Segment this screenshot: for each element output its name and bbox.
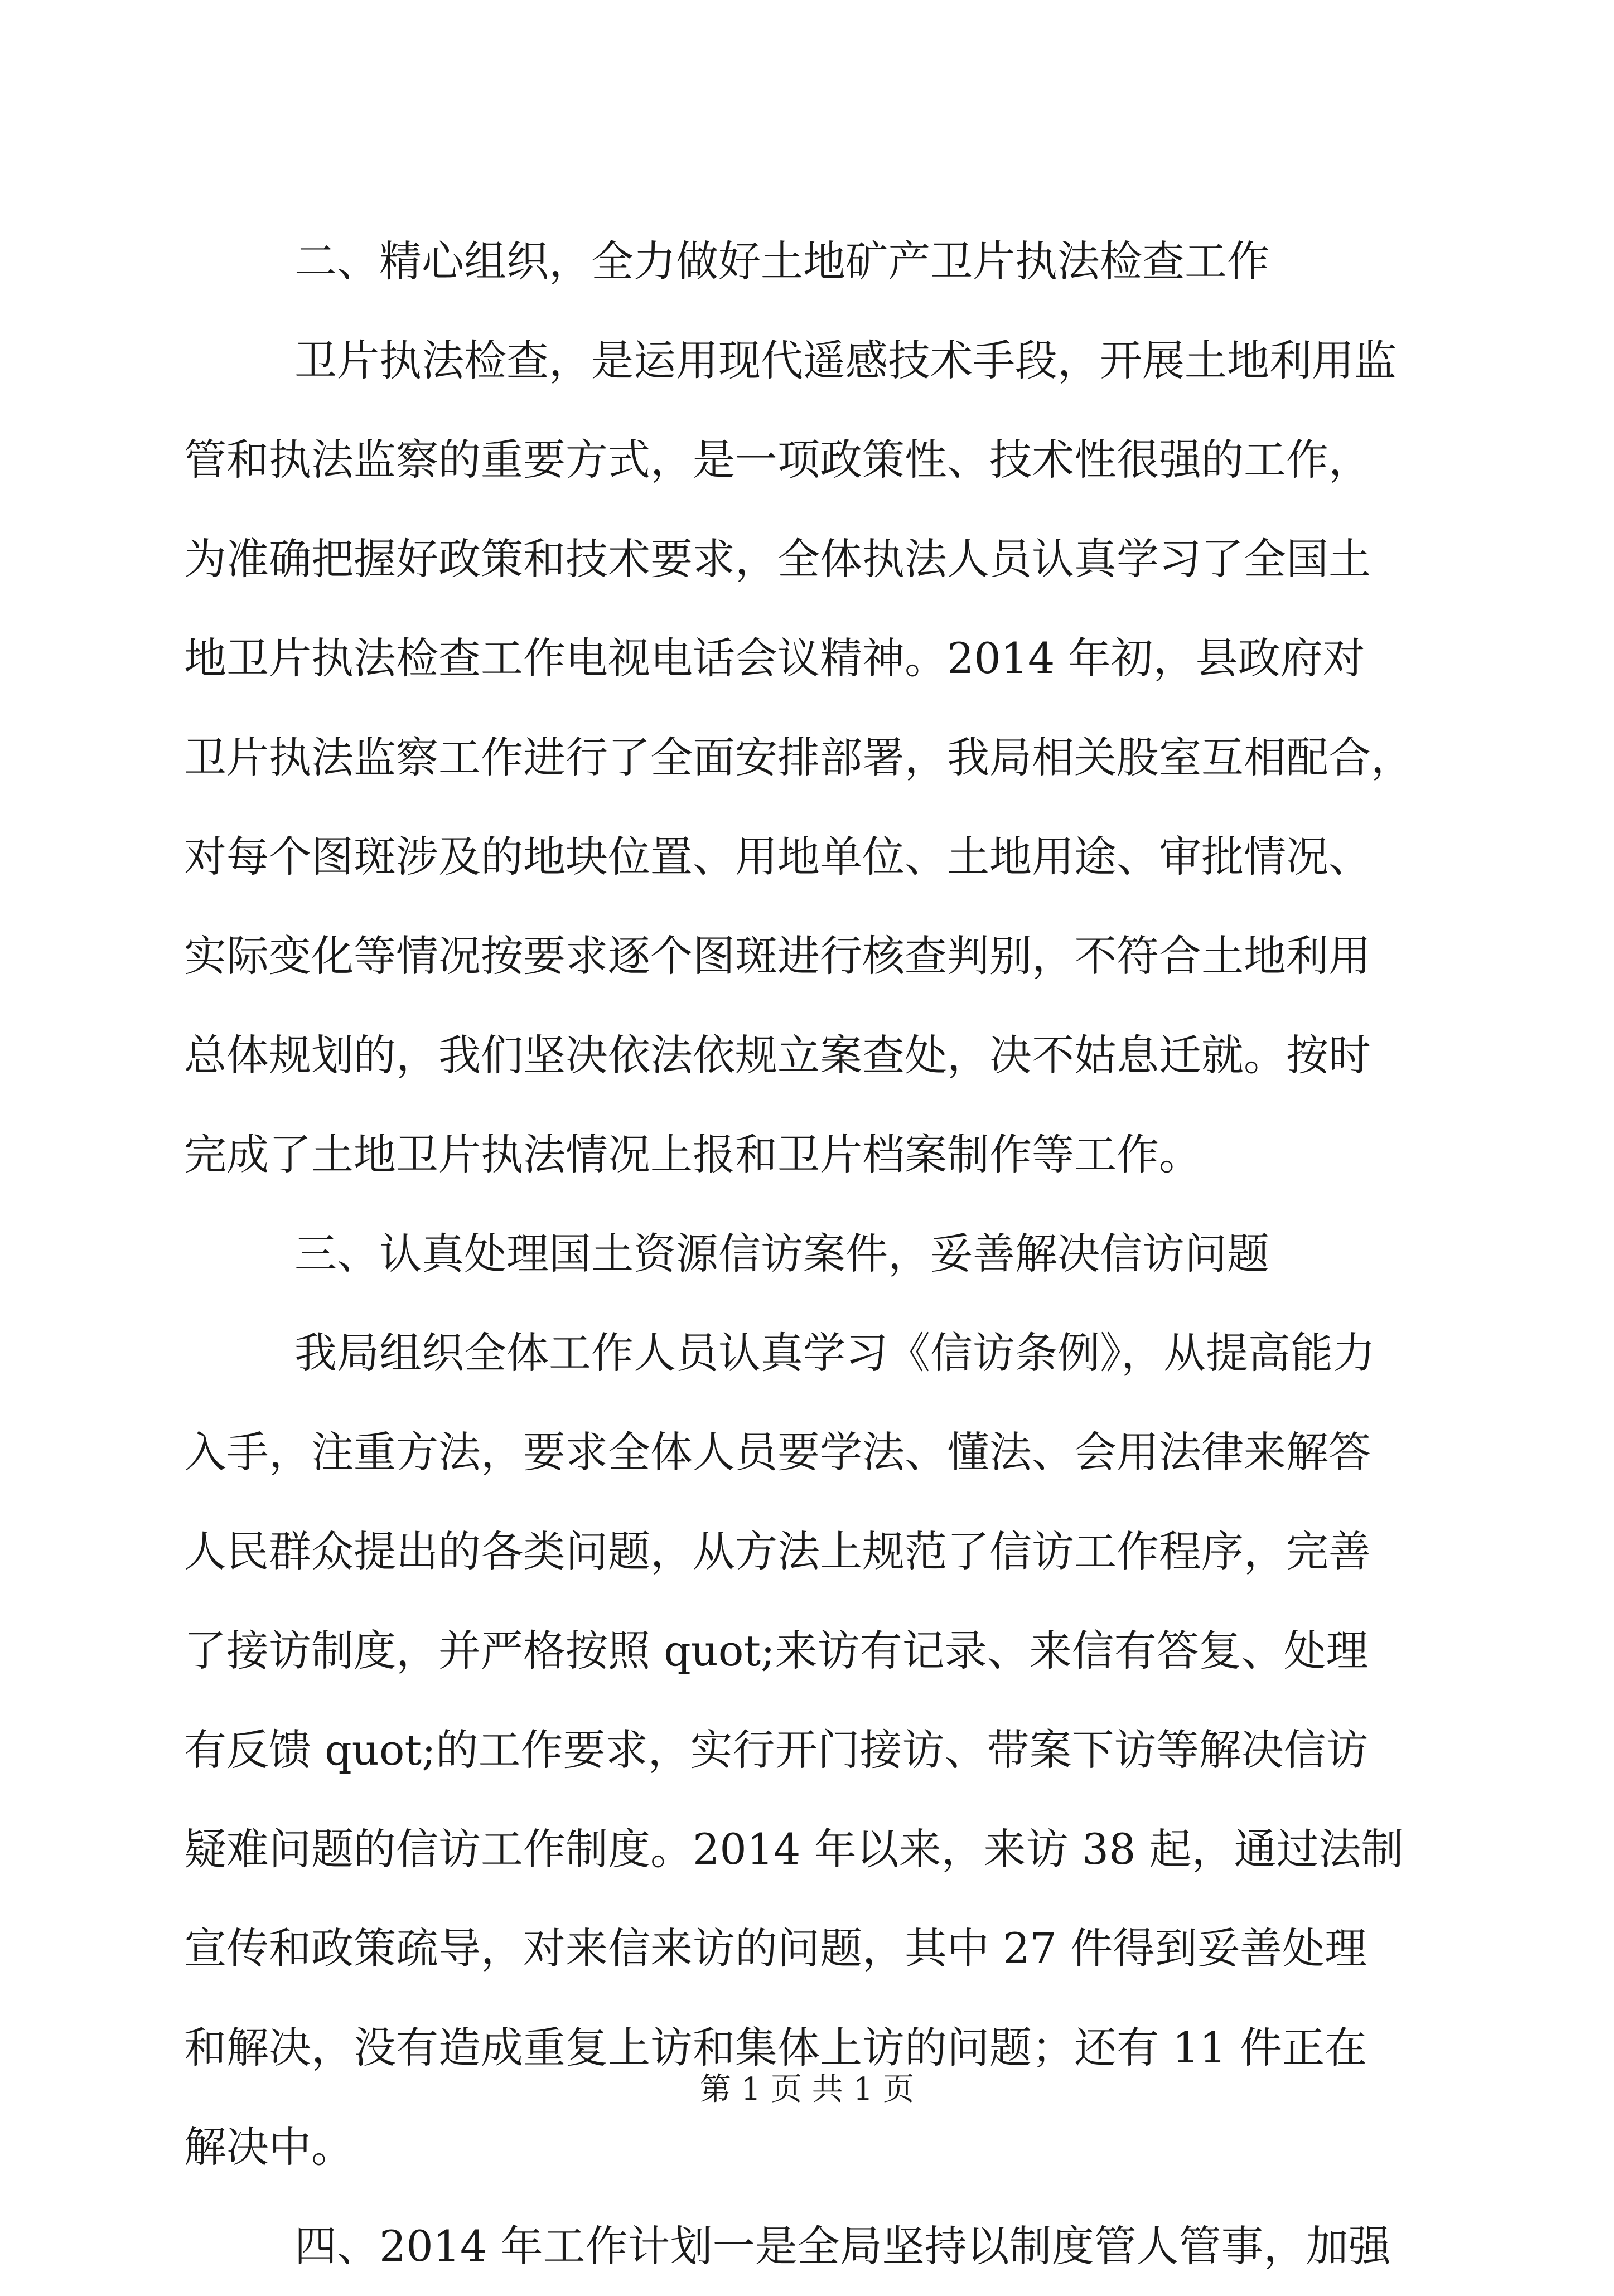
paragraph-line: 疑难问题的信访工作制度。2014 年以来，来访 38 起，通过法制: [184, 1824, 1404, 1874]
paragraph-line: 卫片执法检查，是运用现代遥感技术手段，开展土地利用监: [294, 336, 1396, 385]
section-heading-3: 三、认真处理国土资源信访案件，妥善解决信访问题: [294, 1229, 1269, 1278]
paragraph-line: 实际变化等情况按要求逐个图斑进行核查判别，不符合土地利用: [184, 931, 1371, 981]
paragraph-line: 人民群众提出的各类问题，从方法上规范了信访工作程序，完善: [184, 1527, 1371, 1576]
paragraph-line: 解决中。: [184, 2122, 354, 2172]
paragraph-line: 完成了土地卫片执法情况上报和卫片档案制作等工作。: [184, 1130, 1201, 1179]
paragraph-line: 总体规划的，我们坚决依法依规立案查处，决不姑息迁就。按时: [184, 1030, 1371, 1080]
paragraph-line: 卫片执法监察工作进行了全面安排部署，我局相关股室互相配合，: [184, 733, 1413, 782]
section-heading-4: 四、2014 年工作计划一是全局坚持以制度管人管事，加强: [294, 2221, 1391, 2271]
document-body: [184, 212, 1428, 2296]
section-heading-2: 二、精心组织，全力做好土地矿产卫片执法检查工作: [294, 236, 1269, 286]
paragraph-line: 了接访制度，并严格按照 quot;来访有记录、来信有答复、处理: [184, 1626, 1369, 1675]
paragraph-line: 管和执法监察的重要方式，是一项政策性、技术性很强的工作，: [184, 435, 1371, 485]
paragraph-line: 和解决，没有造成重复上访和集体上访的问题；还有 11 件正在: [184, 2023, 1367, 2072]
paragraph-line: 入手，注重方法，要求全体人员要学法、懂法、会用法律来解答: [184, 1427, 1371, 1477]
paragraph-line: 为准确把握好政策和技术要求，全体执法人员认真学习了全国土: [184, 534, 1371, 584]
paragraph-line: 对每个图斑涉及的地块位置、用地单位、土地用途、审批情况、: [184, 832, 1371, 881]
paragraph-line: 宣传和政策疏导，对来信来访的问题，其中 27 件得到妥善处理: [184, 1924, 1367, 1973]
paragraph-line: 有反馈 quot;的工作要求，实行开门接访、带案下访等解决信访: [184, 1725, 1369, 1775]
paragraph-line: 地卫片执法检查工作电视电话会议精神。2014 年初，县政府对: [184, 633, 1365, 683]
page-number-footer: 第 1 页 共 1 页: [699, 2071, 915, 2108]
paragraph-line: 我局组织全体工作人员认真学习《信访条例》，从提高能力: [294, 1328, 1375, 1378]
